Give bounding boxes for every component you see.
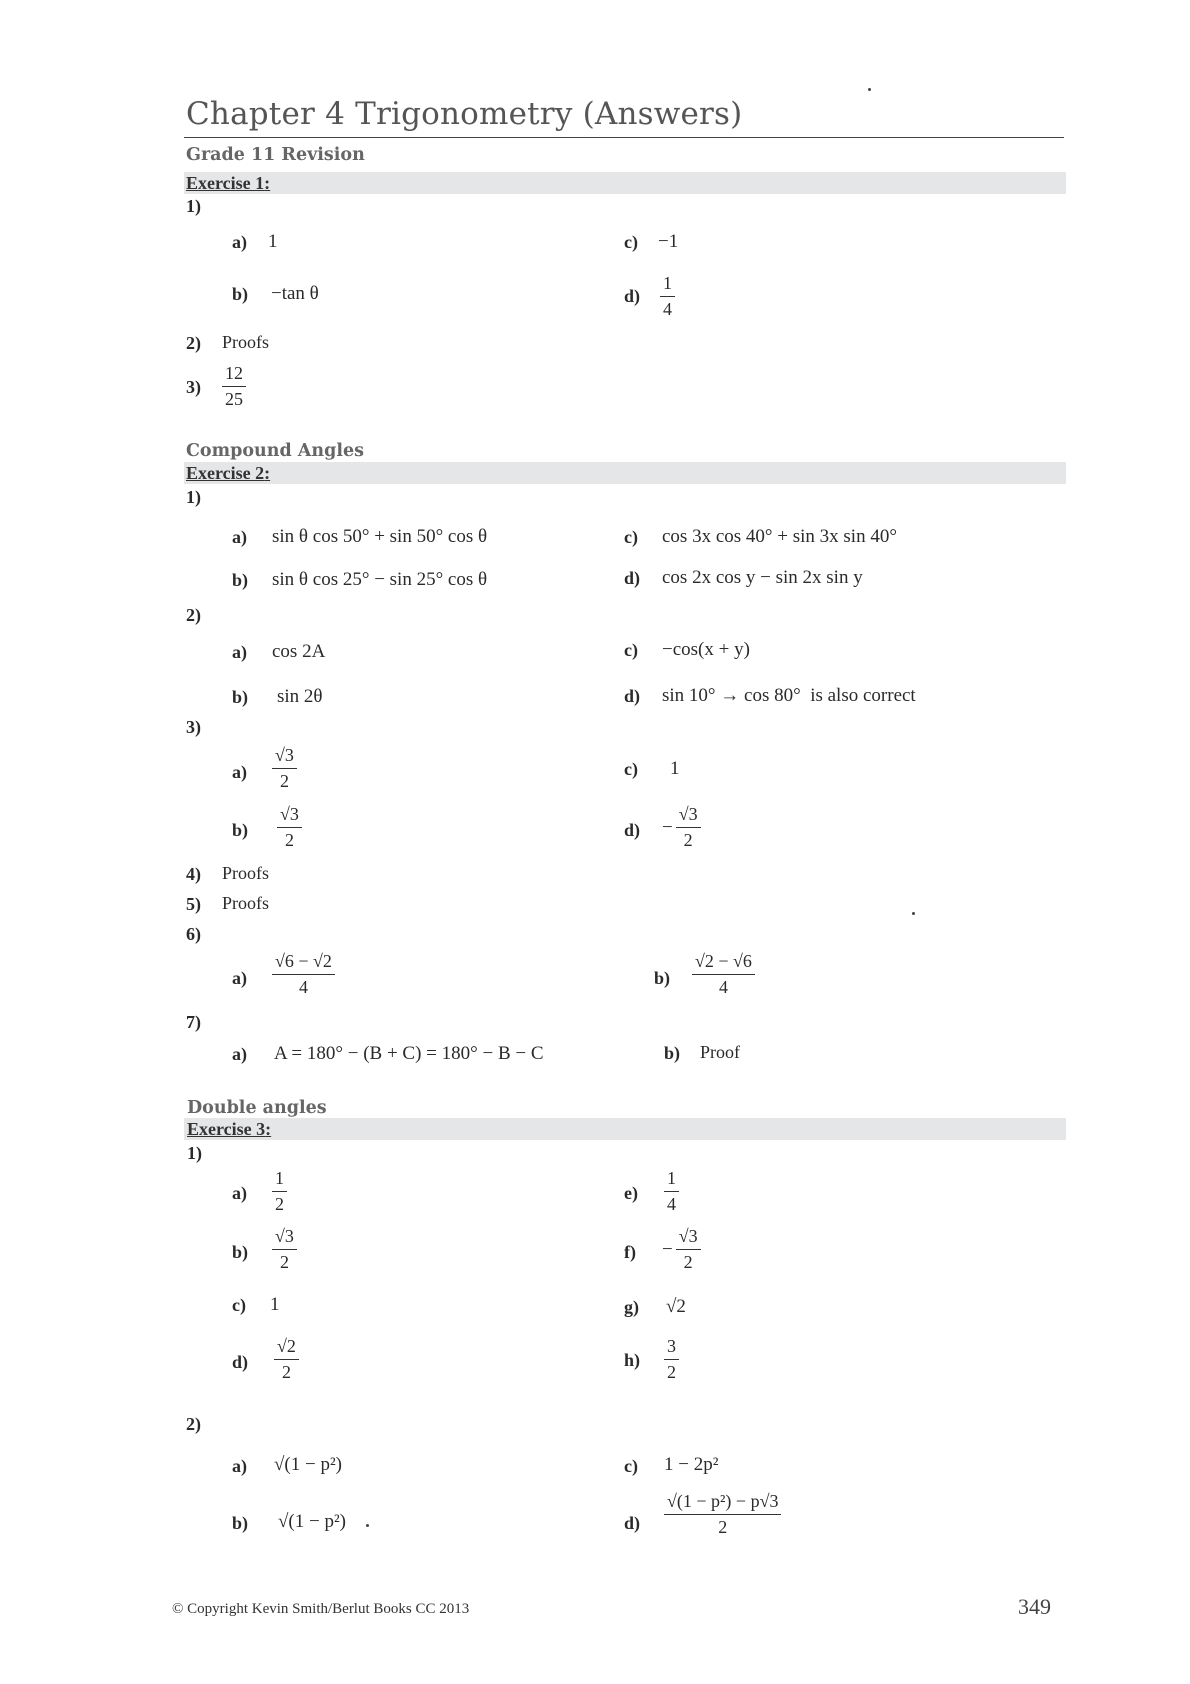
answer-value: sin θ cos 50° + sin 50° cos θ — [272, 526, 488, 547]
answer-value: A = 180° − (B + C) = 180° − B − C — [274, 1043, 544, 1064]
answer-value: Proofs — [222, 332, 270, 352]
answer-value: 1 — [270, 1294, 280, 1315]
section-heading-double: Double angles — [187, 1098, 327, 1118]
answer-fraction: $\frac{12}{25}$ — [222, 362, 246, 412]
answer-fraction: $\frac{√6 - √2}{4}$ — [272, 950, 335, 1000]
part-label: a) — [232, 232, 247, 252]
question-number: 2) — [186, 333, 201, 353]
part-label: b) — [232, 820, 249, 840]
part-label: b) — [654, 968, 671, 988]
answer-value: √2 — [666, 1296, 686, 1317]
answer-fraction: $\frac{1}{2}$ — [272, 1167, 287, 1217]
part-label: a) — [232, 1044, 247, 1064]
page-number: 349 — [1018, 1594, 1051, 1619]
answer-value: 1 − 2p² — [664, 1454, 719, 1475]
part-label: c) — [232, 1295, 246, 1315]
part-label: c) — [624, 232, 638, 252]
answer-value: cos 3x cos 40° + sin 3x sin 40° — [662, 526, 897, 547]
part-label: d) — [624, 1513, 641, 1533]
answer-value: sin 2θ — [277, 686, 323, 707]
exercise-1-bar — [184, 172, 1066, 194]
question-number: 1) — [186, 487, 201, 507]
exercise-2-label: Exercise 2: — [186, 463, 271, 483]
exercise-3-label: Exercise 3: — [187, 1119, 272, 1139]
part-label: a) — [232, 968, 247, 988]
part-label: d) — [624, 568, 641, 588]
question-number: 2) — [186, 1414, 201, 1434]
question-number: 3) — [186, 717, 201, 737]
answer-value: √(1 − p²) — [274, 1454, 342, 1475]
scan-speck — [868, 88, 871, 91]
question-number: 2) — [186, 605, 201, 625]
answer-value: sin θ cos 25° − sin 25° cos θ — [272, 569, 488, 590]
answer-value: 1 — [670, 758, 680, 779]
answer-value: 1 — [268, 231, 278, 252]
answer-fraction: − $\frac{√3}{2}$ — [662, 803, 701, 853]
question-number: 6) — [186, 924, 201, 944]
part-label: d) — [624, 286, 641, 306]
part-label: h) — [624, 1350, 641, 1370]
exercise-3-bar — [184, 1118, 1066, 1140]
part-label: b) — [232, 687, 249, 707]
answer-fraction: $\frac{1}{4}$ — [664, 1167, 679, 1217]
part-label: e) — [624, 1183, 638, 1203]
question-number: 5) — [186, 894, 201, 914]
exercise-2-bar — [184, 462, 1066, 484]
answer-fraction: $\frac{√3}{2}$ — [272, 1225, 297, 1275]
answer-value: cos 2A — [272, 641, 326, 662]
part-label: c) — [624, 759, 638, 779]
answer-value: −1 — [658, 231, 679, 252]
part-label: c) — [624, 640, 638, 660]
copyright: © Copyright Kevin Smith/Berlut Books CC 2013 — [172, 1601, 470, 1617]
answer-value: Proofs — [222, 893, 270, 913]
question-number: 1) — [186, 196, 201, 216]
question-number: 4) — [186, 864, 201, 884]
part-label: c) — [624, 1456, 638, 1476]
answer-value: Proofs — [222, 863, 270, 883]
title-rule — [184, 137, 1064, 138]
part-label: a) — [232, 1183, 247, 1203]
section-heading-compound: Compound Angles — [186, 441, 364, 461]
exercise-1-label: Exercise 1: — [186, 173, 271, 193]
answer-fraction: $\frac{\text{√(1 − p²) − p√3}}{2}$ — [664, 1490, 781, 1540]
part-label: b) — [664, 1043, 681, 1063]
answer-value: cos 2x cos y − sin 2x sin y — [662, 567, 863, 588]
answer-fraction: $\frac{√2}{2}$ — [274, 1335, 299, 1385]
part-label: d) — [232, 1352, 249, 1372]
answer-value: −cos(x + y) — [662, 639, 750, 660]
part-label: b) — [232, 1513, 249, 1533]
answer-fraction: $\frac{3}{2}$ — [664, 1335, 679, 1385]
part-label: b) — [232, 570, 249, 590]
scan-speck — [366, 1524, 369, 1527]
page-title: Chapter 4 Trigonometry (Answers) — [186, 96, 743, 132]
question-number: 7) — [186, 1012, 201, 1032]
part-label: g) — [624, 1297, 639, 1317]
part-label: a) — [232, 1456, 247, 1476]
part-label: a) — [232, 762, 247, 782]
part-label: b) — [232, 1242, 249, 1262]
part-label: b) — [232, 284, 249, 304]
part-label: d) — [624, 820, 641, 840]
answer-fraction: $\frac{1}{4}$ — [660, 272, 675, 322]
answer-fraction: − $\frac{√3}{2}$ — [662, 1225, 701, 1275]
answer-fraction: $\frac{√3}{2}$ — [272, 744, 297, 794]
answer-fraction: $\frac{√2 - √6}{4}$ — [692, 950, 755, 1000]
part-label: f) — [624, 1242, 636, 1262]
scan-speck — [912, 912, 915, 915]
answer-fraction: $\frac{√3}{2}$ — [277, 803, 302, 853]
section-heading-grade11: Grade 11 Revision — [186, 145, 365, 165]
part-label: a) — [232, 527, 247, 547]
part-label: a) — [232, 642, 247, 662]
part-label: d) — [624, 686, 641, 706]
part-label: c) — [624, 527, 638, 547]
answer-value: −tan θ — [271, 283, 319, 304]
answer-value: sin 10° → cos 80° is also correct — [662, 685, 916, 706]
answer-value: √(1 − p²) — [278, 1511, 346, 1532]
question-number: 1) — [187, 1143, 202, 1163]
question-number: 3) — [186, 377, 201, 397]
answer-value: Proof — [700, 1042, 740, 1062]
